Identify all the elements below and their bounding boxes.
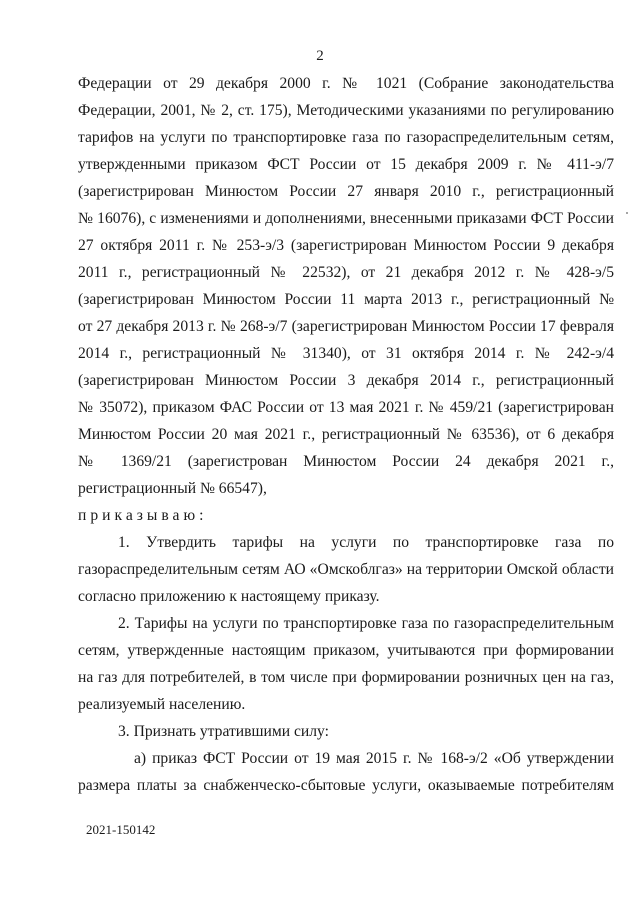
body-line: регистрационный № 66547),	[78, 480, 267, 497]
body-line: (зарегистрирован Минюстом России 27 января 2010 г., регистрационный	[78, 183, 614, 200]
body-line: 2014 г., регистрационный № 31340), от 31 октября 2014 г. № 242-э/4	[78, 345, 614, 362]
document-body	[78, 70, 614, 799]
item-2-line: сетям, утвержденные настоящим приказом, учитываются при формировании	[78, 642, 614, 659]
body-line: 27 октября 2011 г. № 253-э/3 (зарегистрирован Минюстом России 9 декабря	[78, 237, 614, 254]
body-line: утвержденными приказом ФСТ России от 15 декабря 2009 г. № 411-э/7	[78, 156, 614, 173]
item-2-line: 2. Тарифы на услуги по транспортировке газа по газораспределительным	[118, 615, 614, 632]
item-1-line: согласно приложению к настоящему приказу.	[78, 588, 380, 605]
item-1-line: 1. Утвердить тарифы на услуги по транспортировке газа по	[118, 534, 614, 551]
order-word: приказываю:	[78, 507, 208, 524]
item-3a-line: а) приказ ФСТ России от 19 мая 2015 г. № 168-э/2 «Об утверждении	[134, 750, 614, 767]
body-line: Федерации от 29 декабря 2000 г. № 1021 (Собрание законодательства	[78, 75, 614, 92]
scan-speck	[626, 212, 628, 214]
item-3-line: 3. Признать утратившими силу:	[118, 723, 329, 740]
item-2-line: на газ для потребителей, в том числе при формировании розничных цен на газ,	[78, 669, 614, 686]
body-line: № 16076), с изменениями и дополнениями, внесенными приказами ФСТ России	[78, 210, 614, 227]
body-line: от 27 декабря 2013 г. № 268-э/7 (зарегистрирован Минюстом России 17 февраля	[78, 318, 614, 335]
page-number: 2	[316, 48, 324, 64]
body-line: (зарегистрирован Минюстом России 11 марта 2013 г., регистрационный №	[78, 291, 614, 308]
document-id: 2021-150142	[86, 822, 156, 837]
body-line: Минюстом России 20 мая 2021 г., регистрационный № 63536), от 6 декабря	[78, 426, 614, 443]
item-1-line: газораспределительным сетям АО «Омскоблгаз» на территории Омской области	[78, 561, 614, 578]
item-2-line: реализуемый населению.	[78, 696, 246, 713]
item-3a-line: размера платы за снабженческо-сбытовые услуги, оказываемые потребителям	[78, 777, 614, 794]
body-line: № 1369/21 (зарегистрован Минюстом России 24 декабря 2021 г.,	[78, 453, 614, 470]
body-line: Федерации, 2001, № 2, ст. 175), Методическими указаниями по регулированию	[78, 102, 614, 119]
body-line: (зарегистрирован Минюстом России 3 декабря 2014 г., регистрационный	[78, 372, 614, 389]
body-line: 2011 г., регистрационный № 22532), от 21 декабря 2012 г. № 428-э/5	[78, 264, 614, 281]
body-line: тарифов на услуги по транспортировке газа по газораспределительным сетям,	[78, 129, 614, 146]
body-line: № 35072), приказом ФАС России от 13 мая 2021 г. № 459/21 (зарегистрирован	[78, 399, 614, 416]
